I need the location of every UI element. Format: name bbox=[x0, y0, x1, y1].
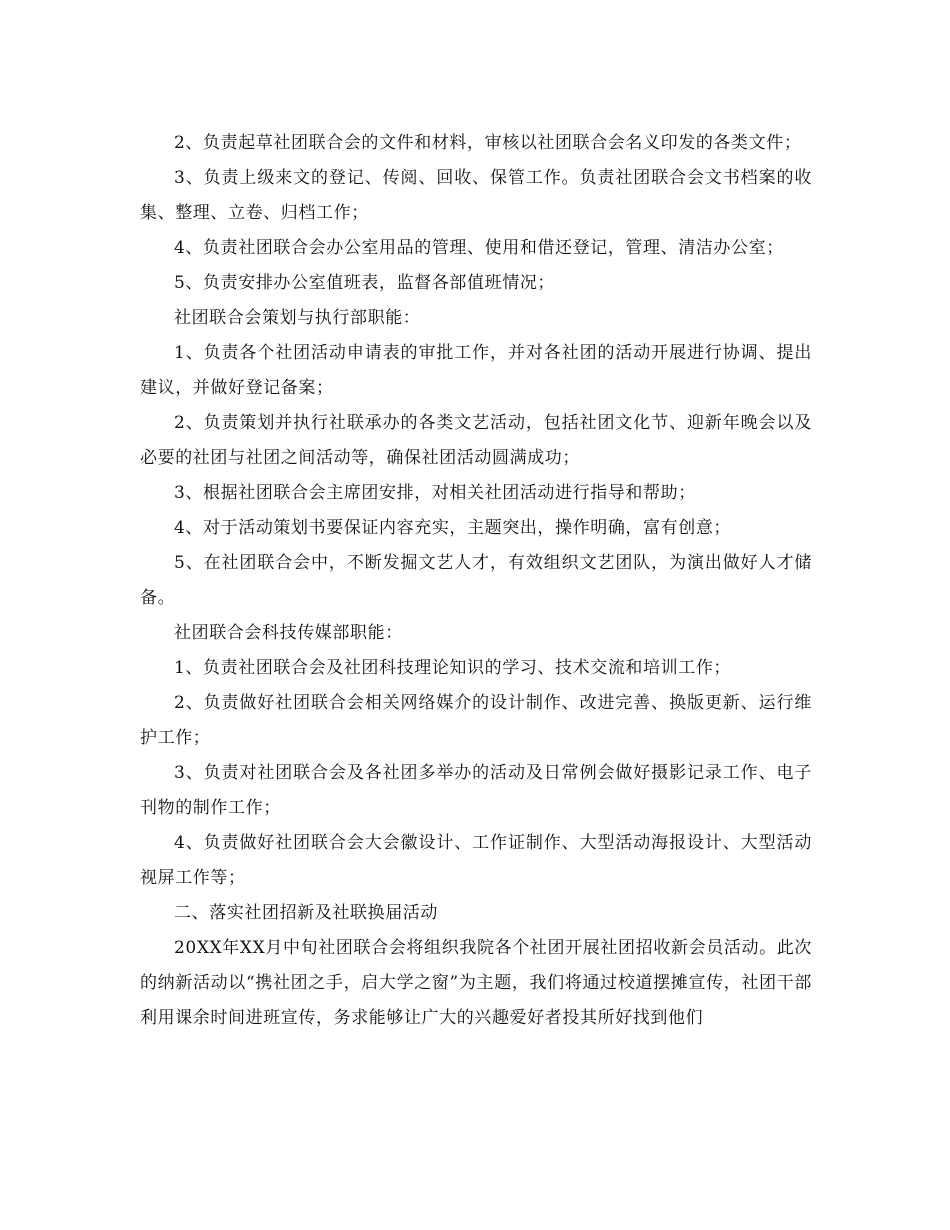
document-body bbox=[140, 126, 812, 1036]
paragraph-17: 20XX年XX月中旬社团联合会将组织我院各个社团开展社团招收新会员活动。此次的纳新活动以“携社团之手，启大学之窗”为主题，我们将通过校道摆摊宣传，社团干部利用课余时间进班宣传，务求能够让广大的兴趣爱好者投其所好找到他们 bbox=[140, 938, 812, 1028]
paragraph-3: 4、负责社团联合会办公室用品的管理、使用和借还登记，管理、清洁办公室； bbox=[174, 238, 784, 258]
section-heading-recruitment: 二、落实社团招新及社联换届活动 bbox=[174, 903, 438, 923]
paragraph-7: 2、负责策划并执行社联承办的各类文艺活动，包括社团文化节、迎新年晚会以及必要的社团与社团之间活动等，确保社团活动圆满成功； bbox=[140, 413, 812, 468]
section-heading-media: 社团联合会科技传媒部职能： bbox=[174, 623, 403, 643]
paragraph-8: 3、根据社团联合会主席团安排，对相关社团活动进行指导和帮助； bbox=[174, 483, 696, 503]
paragraph-12: 1、负责社团联合会及社团科技理论知识的学习、技术交流和培训工作； bbox=[174, 658, 732, 678]
section-heading-planning: 社团联合会策划与执行部职能： bbox=[174, 308, 421, 328]
paragraph-14: 3、负责对社团联合会及各社团多举办的活动及日常例会做好摄影记录工作、电子刊物的制作工作； bbox=[140, 763, 812, 818]
paragraph-6: 1、负责各个社团活动申请表的审批工作，并对各社团的活动开展进行协调、提出建议，并做好登记备案； bbox=[140, 343, 812, 398]
paragraph-15: 4、负责做好社团联合会大会徽设计、工作证制作、大型活动海报设计、大型活动视屏工作等； bbox=[140, 833, 812, 888]
paragraph-10: 5、在社团联合会中，不断发掘文艺人才，有效组织文艺团队，为演出做好人才储备。 bbox=[140, 553, 812, 608]
paragraph-1: 2、负责起草社团联合会的文件和材料，审核以社团联合会名义印发的各类文件； bbox=[174, 133, 802, 153]
paragraph-9: 4、对于活动策划书要保证内容充实，主题突出，操作明确，富有创意； bbox=[174, 518, 732, 538]
paragraph-2: 3、负责上级来文的登记、传阅、回收、保管工作。负责社团联合会文书档案的收集、整理、立卷、归档工作； bbox=[140, 168, 812, 223]
paragraph-13: 2、负责做好社团联合会相关网络媒介的设计制作、改进完善、换版更新、运行维护工作； bbox=[140, 693, 812, 748]
paragraph-4: 5、负责安排办公室值班表，监督各部值班情况； bbox=[174, 273, 556, 293]
